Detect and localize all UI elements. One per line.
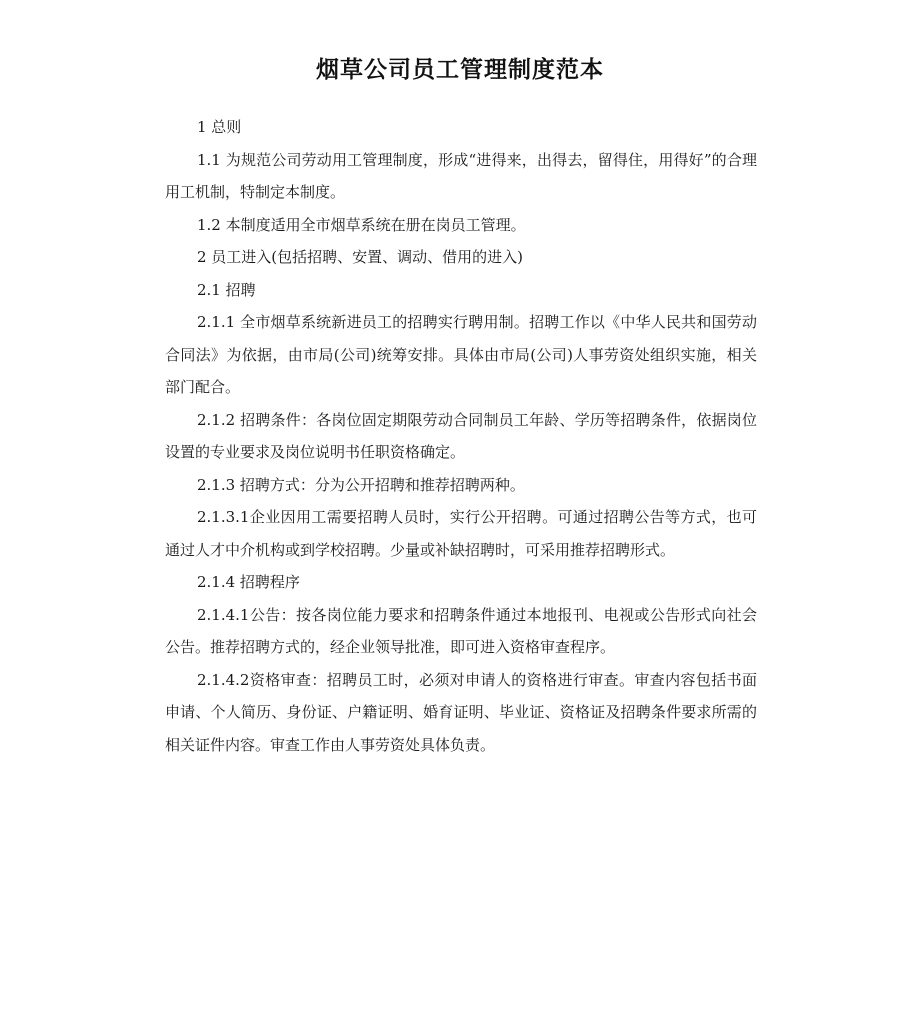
paragraph-2-1-2: 2.1.2 招聘条件：各岗位固定期限劳动合同制员工年龄、学历等招聘条件，依据岗位设置的专业要求及岗位说明书任职资格确定。 [165,410,757,461]
paragraph-1-2: 1.2 本制度适用全市烟草系统在册在岗员工管理。 [197,215,526,234]
paragraph-1-1: 1.1 为规范公司劳动用工管理制度，形成“进得来，出得去，留得住，用得好”的合理用工机制，特制定本制度。 [165,150,757,201]
document-title: 烟草公司员工管理制度范本 [316,57,604,83]
section-heading-employee-entry: 2 员工进入(包括招聘、安置、调动、借用的进入) [197,248,524,266]
paragraph-2-1-4-1: 2.1.4.1公告：按各岗位能力要求和招聘条件通过本地报刊、电视或公告形式向社会公告。推荐招聘方式的，经企业领导批准，即可进入资格审查程序。 [165,605,757,656]
document-body [165,111,757,761]
paragraph-2-1-3: 2.1.3 招聘方式：分为公开招聘和推荐招聘两种。 [197,475,525,494]
paragraph-2-1-3-1: 2.1.3.1企业因用工需要招聘人员时，实行公开招聘。可通过招聘公告等方式，也可通过人才中介机构或到学校招聘。少量或补缺招聘时，可采用推荐招聘形式。 [165,508,757,559]
section-heading-recruitment-procedure: 2.1.4 招聘程序 [197,573,300,591]
paragraph-2-1-4-2: 2.1.4.2资格审查：招聘员工时，必须对申请人的资格进行审查。审查内容包括书面申请、个人简历、身份证、户籍证明、婚育证明、毕业证、资格证及招聘条件要求所需的相关证件内容。审查工作由人事劳资处具体负责。 [165,670,757,754]
section-heading-recruitment: 2.1 招聘 [197,280,256,299]
paragraph-2-1-1: 2.1.1 全市烟草系统新进员工的招聘实行聘用制。招聘工作以《中华人民共和国劳动合同法》为依据，由市局(公司)统筹安排。具体由市局(公司)人事劳资处组织实施，相关部门配合。 [165,313,757,396]
section-heading-general: 1 总则 [197,118,242,136]
